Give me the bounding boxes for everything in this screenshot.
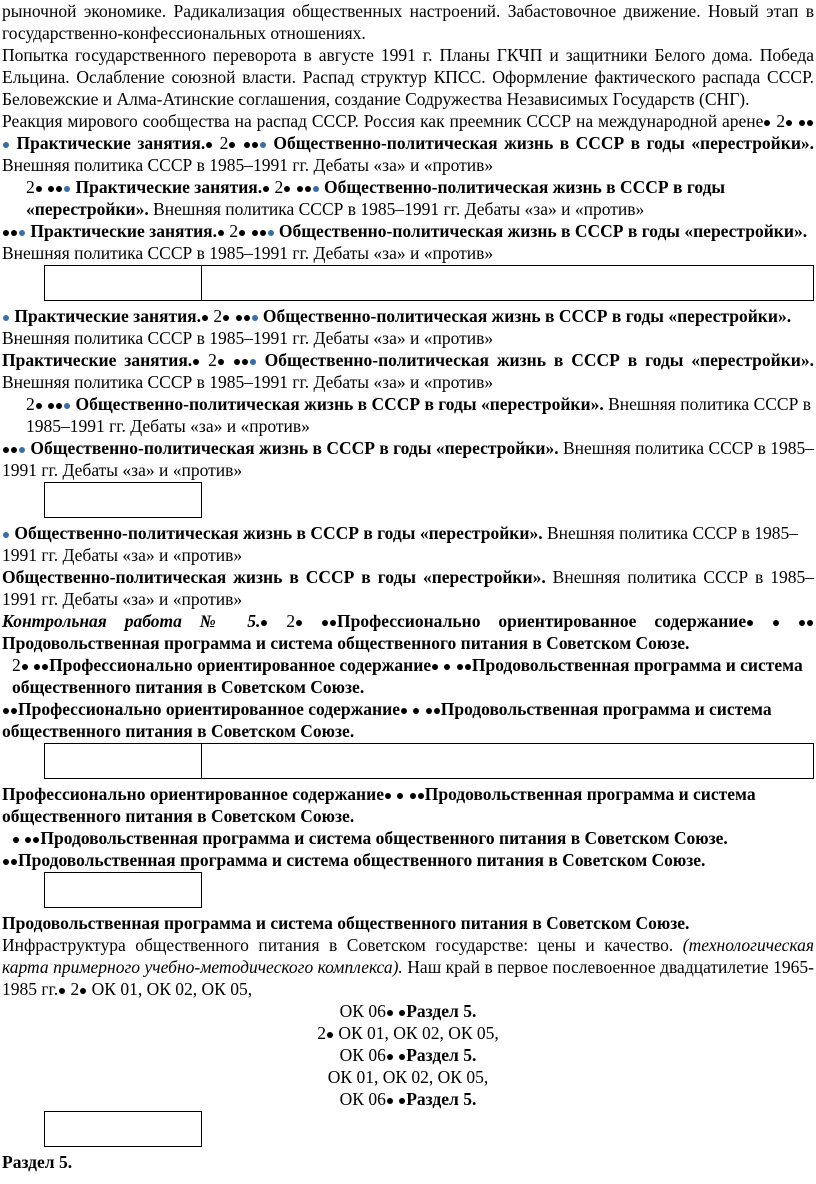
bullet-icon [36, 186, 42, 192]
bullet-icon [25, 837, 31, 843]
bullet-icon [465, 664, 471, 670]
table-line [200, 743, 814, 744]
bullet-icon [799, 120, 805, 126]
bullet-icon [263, 186, 269, 192]
bullet-icon [64, 403, 70, 409]
bullet-icon [218, 230, 224, 236]
table-line [200, 300, 814, 301]
paragraph: рыночной экономике. Радикализация общественных настроений. Забастовочное движение. Новый этап в государственно-конфессиональных отношениях. [2, 1, 814, 43]
paragraph: Общественно-политическая жизнь в СССР в годы «перестройки». Внешняя политика СССР в 1985–1991 гг. Дебаты «за» и «против» [2, 523, 798, 565]
table-line [200, 265, 814, 266]
bullet-icon [80, 988, 86, 994]
bullet-icon [313, 186, 319, 192]
bullet-icon [268, 230, 274, 236]
table-line [813, 265, 814, 300]
bullet-icon [223, 315, 229, 321]
bullet-icon [13, 837, 19, 843]
empty-cell [44, 265, 202, 301]
bullet-icon [218, 359, 224, 365]
bullet-icon [418, 793, 424, 799]
bullet-icon [239, 230, 245, 236]
paragraph: Общественно-политическая жизнь в СССР в годы «перестройки». Внешняя политика СССР в 1985–1991 гг. Дебаты «за» и «против» [2, 438, 814, 480]
bullet-icon [236, 315, 242, 321]
table-line [200, 778, 814, 779]
bullet-icon [387, 1098, 393, 1104]
bullet-icon [56, 403, 62, 409]
bullet-icon [244, 315, 250, 321]
bullet-icon [19, 230, 25, 236]
bullet-icon [799, 620, 805, 626]
bullet-icon [3, 708, 9, 714]
paragraph: Общественно-политическая жизнь в СССР в годы «перестройки». Внешняя политика СССР в 1985–1991 гг. Дебаты «за» и «против» [2, 567, 815, 609]
bullet-icon [387, 1010, 393, 1016]
bullet-icon [250, 359, 256, 365]
paragraph: ОК 01, ОК 02, ОК 05, [327, 1067, 489, 1087]
bullet-icon [11, 447, 17, 453]
table-cell [2, 265, 814, 301]
bullet-icon [786, 120, 792, 126]
paragraph: Попытка государственного переворота в августе 1991 г. Планы ГКЧП и защитники Белого дома. Победа Ельцина. Ослабление союзной власти. Распад структур КПСС. Оформление фактического распада СССР. Беловежские и Алма-Атинские соглашения, создание Содружества Независимых Государств (СНГ). [2, 45, 814, 109]
bullet-icon [33, 837, 39, 843]
bullet-icon [399, 1010, 405, 1016]
bullet-icon [48, 403, 54, 409]
bullet-icon [261, 620, 267, 626]
bullet-icon [59, 988, 65, 994]
paragraph: Профессионально ориентированное содержание Продовольственная программа и система общественного питания в Советском Союзе. [2, 784, 756, 826]
bullet-icon [202, 315, 208, 321]
bullet-icon [457, 664, 463, 670]
bullet-icon [3, 315, 9, 321]
table-cell [2, 482, 814, 518]
paragraph: Продовольственная программа и система общественного питания в Советском Союзе. [2, 827, 814, 849]
bullet-icon [385, 793, 391, 799]
bullet-icon [284, 186, 290, 192]
bullet-icon [397, 793, 403, 799]
bullet-icon [401, 708, 407, 714]
paragraph: Продовольственная программа и система общественного питания в Советском Союзе. [2, 913, 690, 933]
table-cell [2, 743, 814, 779]
paragraph: Практические занятия. 2 Общественно-политическая жизнь в СССР в годы «перестройки». Внешняя политика СССР в 1985–1991 гг. Дебаты «за» и «против» [2, 350, 815, 392]
empty-cell [44, 1111, 202, 1147]
bullet-icon [773, 620, 779, 626]
bullet-icon [242, 359, 248, 365]
bullet-icon [3, 230, 9, 236]
bullet-icon [64, 186, 70, 192]
bullet-icon [56, 186, 62, 192]
bullet-icon [296, 620, 302, 626]
paragraph: ОК 06 Раздел 5. [339, 1089, 477, 1109]
paragraph: Инфраструктура общественного питания в Советском государстве: цены и качество. (технологическая карта примерного учебно-методического комплекса). Наш край в первое послевоенное двадцатилетие 1965-1985 гг. 2 ОК 01, ОК 02, ОК 05, [2, 935, 815, 999]
table-cell [2, 1111, 814, 1147]
bullet-icon [807, 120, 813, 126]
bullet-icon [11, 859, 17, 865]
bullet-icon [387, 1054, 393, 1060]
bullet-icon [305, 186, 311, 192]
bullet-icon [11, 708, 17, 714]
paragraph: Профессионально ориентированное содержание Продовольственная программа и система общественного питания в Советском Союзе. [2, 699, 772, 741]
paragraph: Раздел 5. [2, 1152, 73, 1172]
bullet-icon [36, 403, 42, 409]
bullet-icon [42, 664, 48, 670]
bullet-icon [434, 708, 440, 714]
bullet-icon [206, 142, 212, 148]
bullet-icon [444, 664, 450, 670]
table-line [813, 743, 814, 778]
bullet-icon [764, 120, 770, 126]
bullet-icon [410, 793, 416, 799]
bullet-icon [297, 186, 303, 192]
paragraph: ОК 06 Раздел 5. [339, 1045, 477, 1065]
paragraph: 2 Общественно-политическая жизнь в СССР в годы «перестройки». Внешняя политика СССР в 1985–1991 гг. Дебаты «за» и «против» [26, 394, 811, 436]
bullet-icon [426, 708, 432, 714]
bullet-icon [229, 142, 235, 148]
paragraph: 2 Практические занятия. 2 Общественно-политическая жизнь в СССР в годы «перестройки». Внешняя политика СССР в 1985–1991 гг. Дебаты «за» и «против» [26, 177, 726, 219]
bullet-icon [3, 859, 9, 865]
bullet-icon [22, 664, 28, 670]
empty-cell [44, 872, 202, 908]
empty-cell [44, 482, 202, 518]
bullet-icon [244, 142, 250, 148]
paragraph: ОК 06 Раздел 5. [339, 1001, 477, 1021]
bullet-icon [11, 230, 17, 236]
table-cell [2, 872, 814, 908]
bullet-icon [330, 620, 336, 626]
paragraph: Продовольственная программа и система общественного питания в Советском Союзе. [2, 849, 814, 871]
paragraph: Контрольная работа № 5. 2 Профессионально ориентированное содержание Продовольственная программа и система общественного питания в Советском Союзе. [2, 610, 814, 654]
bullet-icon [260, 230, 266, 236]
bullet-icon [48, 186, 54, 192]
bullet-icon [807, 620, 813, 626]
paragraph: Практические занятия. 2 Общественно-политическая жизнь в СССР в годы «перестройки». Внешняя политика СССР в 1985–1991 гг. Дебаты «за» и «против» [2, 221, 808, 263]
bullet-icon [432, 664, 438, 670]
bullet-icon [19, 447, 25, 453]
paragraph: Практические занятия. 2 Общественно-политическая жизнь в СССР в годы «перестройки». Внешняя политика СССР в 1985–1991 гг. Дебаты «за» и «против» [2, 306, 792, 348]
paragraph: 2 ОК 01, ОК 02, ОК 05, [317, 1023, 499, 1043]
bullet-icon [252, 230, 258, 236]
bullet-icon [252, 315, 258, 321]
bullet-icon [327, 1032, 333, 1038]
bullet-icon [399, 1098, 405, 1104]
bullet-icon [193, 359, 199, 365]
bullet-icon [252, 142, 258, 148]
bullet-icon [260, 142, 266, 148]
empty-cell [44, 743, 202, 779]
bullet-icon [413, 708, 419, 714]
bullet-icon [747, 620, 753, 626]
bullet-icon [3, 447, 9, 453]
bullet-icon [399, 1054, 405, 1060]
bullet-icon [34, 664, 40, 670]
paragraph: Реакция мирового сообщества на распад СССР. Россия как преемник СССР на международной арене 2 Практические занятия. 2 Общественно-политическая жизнь в СССР в годы «перестройки». Внешняя политика СССР в 1985–1991 гг. Дебаты «за» и «против» [2, 111, 815, 175]
paragraph: 2 Профессионально ориентированное содержание Продовольственная программа и система общественного питания в Советском Союзе. [12, 655, 803, 697]
bullet-icon [3, 532, 9, 538]
bullet-icon [322, 620, 328, 626]
bullet-icon [3, 142, 9, 148]
bullet-icon [234, 359, 240, 365]
